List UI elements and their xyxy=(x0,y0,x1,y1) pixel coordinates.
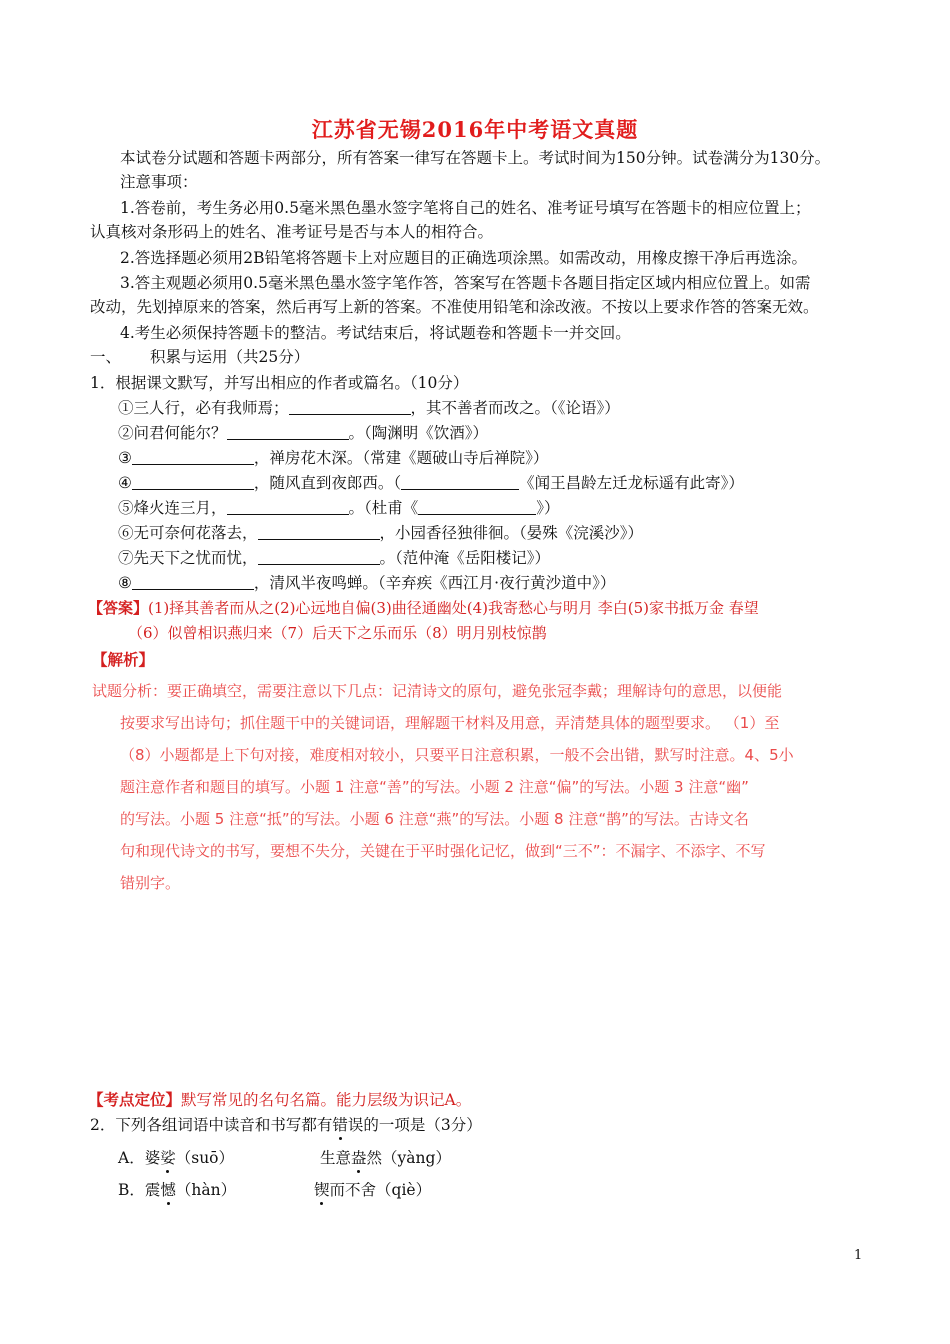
kaodian-text: 默写常见的名句名篇。能力层级为识记A。 xyxy=(181,1091,472,1109)
kaodian-line xyxy=(88,1090,471,1110)
q1-item-text: 》） xyxy=(536,499,560,517)
q2-stem-emphasis: 错 xyxy=(332,1116,348,1134)
q1-item-text: 。（陶渊明《饮酒》） xyxy=(348,424,489,442)
answer-blank[interactable] xyxy=(132,475,254,490)
answer-blank[interactable] xyxy=(258,550,380,565)
q1-item-text: 。（范仲淹《岳阳楼记》） xyxy=(379,549,551,567)
q1-item-text: ④ xyxy=(118,474,132,492)
notice-2: 2.答选择题必须用2B铅笔将答题卡上对应题目的正确选项涂黑。如需改动，用橡皮擦干净后再选涂。 xyxy=(120,249,808,267)
option-label: A． xyxy=(118,1149,145,1167)
notice-3a: 3.答主观题必须用0.5毫米黑色墨水签字笔作答，答案写在答题卡各题目指定区域内相应位置上。如需 xyxy=(120,274,811,292)
q1-item-8 xyxy=(118,573,615,593)
analysis-line: （8）小题都是上下句对接，难度相对较小，只要平日注意积累，一般不会出错，默写时注意。4、5小 xyxy=(120,746,794,764)
answer-label: 【答案】 xyxy=(88,599,149,617)
q1-item-7 xyxy=(118,548,550,568)
option-word: 而不舍 xyxy=(329,1181,377,1199)
notice-1b: 认真核对条形码上的姓名、准考证号是否与本人的相符合。 xyxy=(90,223,494,241)
answer-blank[interactable] xyxy=(132,450,254,465)
q2-option-b[interactable] xyxy=(118,1180,236,1200)
answer-line-1 xyxy=(88,598,759,618)
q1-item-text: 。（杜甫《 xyxy=(348,499,419,517)
option-word-dotted: 盎 xyxy=(351,1149,367,1167)
q1-item-2 xyxy=(118,423,488,443)
option-label: B． xyxy=(118,1181,145,1199)
kaodian-label: 【考点定位】 xyxy=(88,1090,182,1109)
analysis-line: 试题分析：要正确填空，需要注意以下几点：记清诗文的原句，避免张冠李戴；理解诗句的意思，以便能 xyxy=(92,682,783,700)
answer-blank[interactable] xyxy=(258,525,380,540)
analysis-line: 的写法。小题 5 注意“抵”的写法。小题 6 注意“燕”的写法。小题 8 注意“鹊”的写法。古诗文名 xyxy=(120,810,749,828)
q2-option-b-word-2 xyxy=(314,1180,431,1200)
section-number: 一、 xyxy=(90,348,122,366)
q2-stem-text: 2．下列各组词语中读音和书写都有 xyxy=(90,1116,333,1134)
option-pinyin: （yàng） xyxy=(382,1149,451,1167)
q1-item-text: ⑥无可奈何花落去， xyxy=(118,524,258,542)
q2-option-a[interactable] xyxy=(118,1148,234,1168)
q1-item-1 xyxy=(118,398,620,418)
q1-stem: 1．根据课文默写，并写出相应的作者或篇名。（10分） xyxy=(90,374,469,392)
option-word-dotted: 憾 xyxy=(160,1181,176,1199)
notice-1a: 1.答卷前，考生务必用0.5毫米黑色墨水签字笔将自己的姓名、准考证号填写在答题卡的相应位置上； xyxy=(120,199,811,217)
option-word: 然 xyxy=(366,1149,383,1167)
q1-item-text: ，其不善者而改之。（《论语》） xyxy=(410,399,620,417)
option-word: 婆 xyxy=(144,1149,161,1167)
q1-item-text: ③ xyxy=(118,449,132,467)
q1-item-text: ⑤烽火连三月， xyxy=(118,499,227,517)
option-pinyin: （suō） xyxy=(175,1149,235,1167)
analysis-line: 错别字。 xyxy=(120,874,181,892)
q1-item-text: ，小园香径独徘徊。（晏殊《浣溪沙》） xyxy=(379,524,644,542)
answer-line-2: （6）似曾相识燕归来（7）后天下之乐而乐（8）明月别枝惊鹊 xyxy=(128,624,547,642)
option-word-dotted: 娑 xyxy=(160,1149,176,1167)
option-word-dotted: 锲 xyxy=(314,1181,330,1199)
q2-stem-text: 误的一项是（3分） xyxy=(347,1116,482,1134)
q2-option-a-word-2 xyxy=(320,1148,451,1168)
answer-blank[interactable] xyxy=(289,400,411,415)
option-word: 震 xyxy=(144,1181,161,1199)
q1-item-6 xyxy=(118,523,643,543)
intro-line: 本试卷分试题和答题卡两部分，所有答案一律写在答题卡上。考试时间为150分钟。试卷满分为130分。 xyxy=(120,149,831,167)
page-number: 1 xyxy=(854,1248,863,1263)
answer-blank[interactable] xyxy=(227,425,349,440)
q1-item-text: ，禅房花木深。（常建《题破山寺后禅院》） xyxy=(253,449,549,467)
q1-item-text: ，随风直到夜郎西。（ xyxy=(253,474,402,492)
answer-blank[interactable] xyxy=(227,500,349,515)
option-pinyin: （qiè） xyxy=(376,1181,432,1199)
q1-item-text: ⑦先天下之忧而忧， xyxy=(118,549,258,567)
q1-item-text: ，清风半夜鸣蝉。（辛弃疾《西江月·夜行黄沙道中》） xyxy=(253,574,616,592)
answer-blank[interactable] xyxy=(132,575,254,590)
page-title: 江苏省无锡2016年中考语文真题 xyxy=(311,117,639,142)
q1-item-4 xyxy=(118,473,744,493)
analysis-line: 句和现代诗文的书写，要想不失分，关键在于平时强化记忆，做到“三不”：不漏字、不添字、不写 xyxy=(120,842,766,860)
notice-4: 4.考生必须保持答题卡的整洁。考试结束后，将试题卷和答题卡一并交回。 xyxy=(120,324,631,342)
q2-stem xyxy=(90,1115,482,1135)
notice-heading: 注意事项： xyxy=(120,173,198,191)
q1-item-text: ⑧ xyxy=(118,574,132,592)
answer-blank[interactable] xyxy=(401,475,519,490)
q1-item-text: 《闻王昌龄左迁龙标遥有此寄》） xyxy=(519,474,744,492)
q1-item-text: ②问君何能尔？ xyxy=(118,424,227,442)
answer-text: (1)择其善者而从之(2)心远地自偏(3)曲径通幽处(4)我寄愁心与明月 李白(5)家书抵万金 春望 xyxy=(148,599,759,617)
option-pinyin: （hàn） xyxy=(175,1181,237,1199)
q1-item-text: ①三人行，必有我师焉； xyxy=(118,399,289,417)
section-label: 积累与运用（共25分） xyxy=(150,348,310,366)
option-word: 生意 xyxy=(320,1149,352,1167)
analysis-label: 【解析】 xyxy=(92,650,155,669)
q1-item-3 xyxy=(118,448,548,468)
analysis-line: 按要求写出诗句；抓住题干中的关键词语，理解题干材料及用意，弄清楚具体的题型要求。 （1）至 xyxy=(120,714,780,732)
q1-item-5 xyxy=(118,498,560,518)
answer-blank[interactable] xyxy=(418,500,536,515)
analysis-line: 题注意作者和题目的填写。小题 1 注意“善”的写法。小题 2 注意“偏”的写法。小题 3 注意“幽” xyxy=(120,778,749,796)
notice-3b: 改动，先划掉原来的答案，然后再写上新的答案。不准使用铅笔和涂改液。不按以上要求作答的答案无效。 xyxy=(90,298,819,316)
